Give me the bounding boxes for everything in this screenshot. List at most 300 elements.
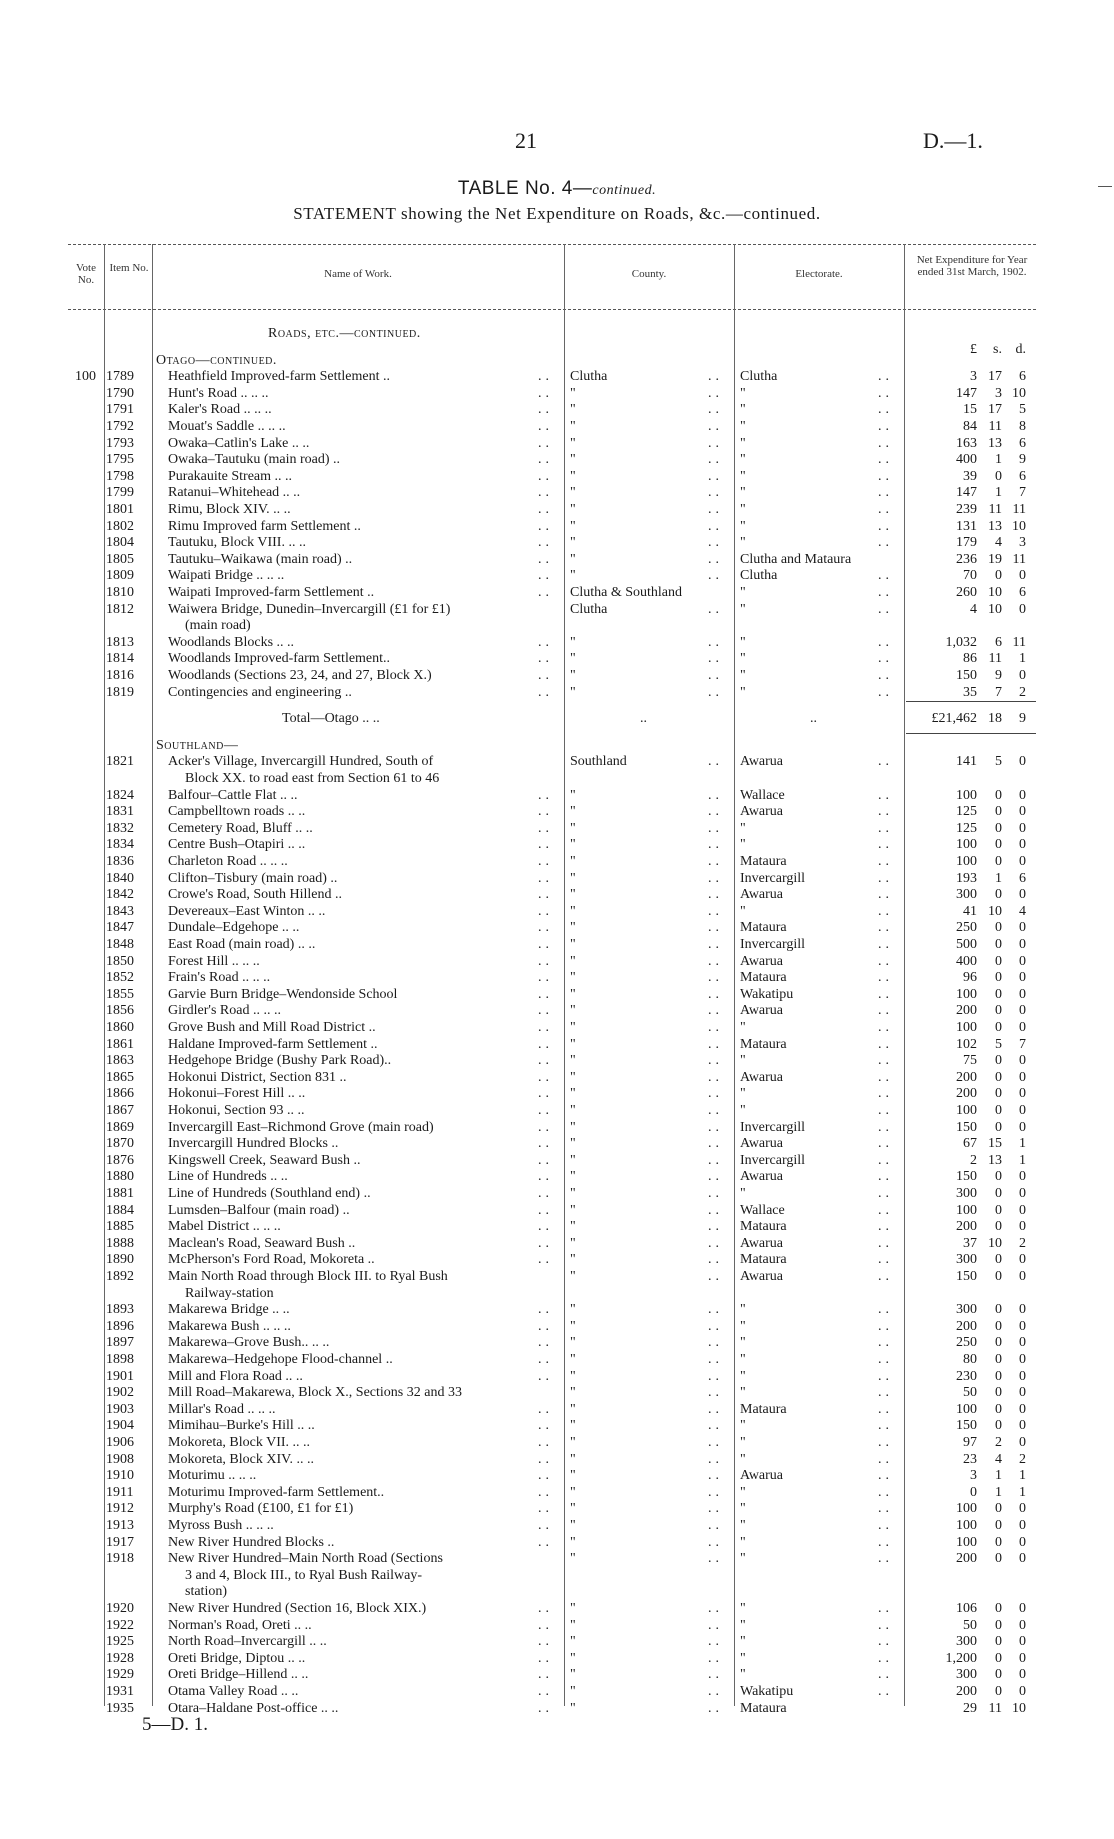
county-cell: ": [570, 485, 576, 500]
amount-shillings: 10: [988, 904, 1002, 919]
item-number: 1840: [106, 871, 134, 886]
table-row: [0, 568, 1114, 584]
county-leader-dots: ..: [708, 635, 723, 650]
table-row: [0, 1103, 1114, 1119]
name-leader-dots: ..: [538, 668, 553, 683]
amount-pence: 0: [1019, 1501, 1026, 1516]
table-row: [0, 954, 1114, 970]
electorate-cell: Awarua: [740, 1468, 784, 1483]
electorate-leader-dots: ..: [878, 651, 893, 666]
electorate-cell: ": [740, 1335, 746, 1350]
electorate-cell: ": [740, 452, 746, 467]
item-number: 1816: [106, 668, 134, 683]
table-row: [0, 1468, 1114, 1484]
electorate-cell: Awarua: [740, 1169, 784, 1184]
work-name: Moturimu .. .. ..: [168, 1468, 257, 1483]
work-name: Mimihau–Burke's Hill .. ..: [168, 1418, 315, 1433]
table-row: [0, 1302, 1114, 1318]
county-leader-dots: ..: [708, 1335, 723, 1350]
electorate-leader-dots: ..: [878, 485, 893, 500]
amount-shillings: 19: [988, 552, 1002, 567]
county-leader-dots: ..: [708, 1385, 723, 1400]
name-leader-dots: ..: [538, 1402, 553, 1417]
amount-pounds: 84: [963, 419, 977, 434]
electorate-leader-dots: ..: [878, 1086, 893, 1101]
county-leader-dots: ..: [708, 1402, 723, 1417]
amount-pence: 0: [1019, 1684, 1026, 1699]
work-name: Makarewa Bush .. .. ..: [168, 1319, 291, 1334]
county-cell: ": [570, 1302, 576, 1317]
name-leader-dots: ..: [538, 635, 553, 650]
amount-shillings: 0: [995, 1634, 1002, 1649]
county-leader-dots: ..: [708, 436, 723, 451]
amount-pence: 0: [1019, 1120, 1026, 1135]
table-row: [0, 1418, 1114, 1434]
work-name: Tautuku, Block VIII. .. ..: [168, 535, 306, 550]
electorate-leader-dots: ..: [878, 1352, 893, 1367]
electorate-leader-dots: ..: [878, 535, 893, 550]
item-number: 1801: [106, 502, 134, 517]
table-row: [0, 602, 1114, 618]
amount-pence: 0: [1019, 1535, 1026, 1550]
amount-pounds: 230: [956, 1369, 977, 1384]
county-leader-dots: ..: [708, 1518, 723, 1533]
electorate-cell: ": [740, 685, 746, 700]
table-row: [0, 585, 1114, 601]
county-cell: ": [570, 837, 576, 852]
county-cell: Clutha: [570, 369, 608, 384]
county-cell: Clutha: [570, 602, 608, 617]
electorate-cell: Wallace: [740, 788, 785, 803]
district-heading: Southland—: [156, 738, 239, 753]
name-leader-dots: ..: [538, 1053, 553, 1068]
table-row: [0, 1120, 1114, 1136]
table-row: [0, 535, 1114, 551]
electorate-cell: ": [740, 419, 746, 434]
electorate-leader-dots: ..: [878, 1020, 893, 1035]
electorate-cell: Invercargill: [740, 1153, 806, 1168]
work-name: Owaka–Catlin's Lake .. ..: [168, 436, 310, 451]
amount-pence: 0: [1019, 668, 1026, 683]
amount-pounds: 100: [956, 1518, 977, 1533]
table-row: [0, 1070, 1114, 1086]
work-name: Heathfield Improved-farm Settlement ..: [168, 369, 390, 384]
amount-pence: 3: [1019, 535, 1026, 550]
vote-number: 100: [75, 369, 96, 384]
item-number: 1821: [106, 754, 134, 769]
county-leader-dots: ..: [708, 452, 723, 467]
electorate-leader-dots: ..: [878, 436, 893, 451]
name-leader-dots: ..: [538, 1601, 553, 1616]
electorate-leader-dots: ..: [878, 937, 893, 952]
amount-shillings: 0: [995, 1269, 1002, 1284]
amount-pence: 0: [1019, 1601, 1026, 1616]
county-leader-dots: ..: [708, 369, 723, 384]
name-leader-dots: ..: [538, 485, 553, 500]
amount-shillings: 0: [995, 1551, 1002, 1566]
electorate-cell: ": [740, 436, 746, 451]
county-cell: ": [570, 1385, 576, 1400]
county-cell: ": [570, 1103, 576, 1118]
amount-pence: 0: [1019, 987, 1026, 1002]
amount-pence: 5: [1019, 402, 1026, 417]
amount-shillings: 0: [995, 954, 1002, 969]
work-name: Charleton Road .. .. ..: [168, 854, 288, 869]
amount-shillings: 4: [995, 1452, 1002, 1467]
amount-shillings: 2: [995, 1435, 1002, 1450]
county-cell: ": [570, 887, 576, 902]
electorate-cell: Awarua: [740, 1269, 784, 1284]
section-heading-row: [0, 353, 1114, 369]
county-leader-dots: ..: [708, 552, 723, 567]
county-cell: ": [570, 635, 576, 650]
county-leader-dots: ..: [708, 1418, 723, 1433]
electorate-cell: ": [740, 1020, 746, 1035]
amount-pounds: 200: [956, 1003, 977, 1018]
work-name: Hokonui–Forest Hill .. ..: [168, 1086, 306, 1101]
county-cell: ": [570, 1402, 576, 1417]
item-number: 1860: [106, 1020, 134, 1035]
county-cell: Clutha & Southland: [570, 585, 682, 600]
work-name: Dundale–Edgehope .. ..: [168, 920, 300, 935]
electorate-leader-dots: ..: [878, 1120, 893, 1135]
amount-pounds: 200: [956, 1219, 977, 1234]
amount-pence: 0: [1019, 954, 1026, 969]
county-cell: ": [570, 937, 576, 952]
name-leader-dots: ..: [538, 502, 553, 517]
county-cell: ": [570, 1186, 576, 1201]
table-row: [0, 1037, 1114, 1053]
county-cell: ": [570, 1701, 576, 1716]
work-name: Balfour–Cattle Flat .. ..: [168, 788, 298, 803]
work-name: Murphy's Road (£100, £1 for £1): [168, 1501, 354, 1516]
county-leader-dots: ..: [708, 1020, 723, 1035]
electorate-cell: Mataura: [740, 970, 787, 985]
amount-pence: 6: [1019, 469, 1026, 484]
table-row: [0, 1003, 1114, 1019]
work-name: Mokoreta, Block XIV. .. ..: [168, 1452, 314, 1467]
total-label: Total—Otago .. ..: [282, 711, 380, 726]
county-leader-dots: ..: [708, 1485, 723, 1500]
amount-pounds: 100: [956, 1402, 977, 1417]
county-leader-dots: ..: [708, 788, 723, 803]
pence-symbol: d.: [1015, 342, 1026, 357]
electorate-leader-dots: ..: [878, 1219, 893, 1234]
name-leader-dots: ..: [538, 871, 553, 886]
amount-pence: 2: [1019, 685, 1026, 700]
name-leader-dots: ..: [538, 1169, 553, 1184]
amount-pence: 0: [1019, 937, 1026, 952]
county-cell: ": [570, 1684, 576, 1699]
amount-pence: 0: [1019, 1518, 1026, 1533]
electorate-leader-dots: ..: [878, 1335, 893, 1350]
item-number: 1856: [106, 1003, 134, 1018]
county-cell: ": [570, 1352, 576, 1367]
name-leader-dots: ..: [538, 402, 553, 417]
amount-pounds: 150: [956, 668, 977, 683]
county-cell: ": [570, 904, 576, 919]
amount-pounds: 150: [956, 1169, 977, 1184]
table-row: [0, 469, 1114, 485]
county-cell: ": [570, 1634, 576, 1649]
table-row: [0, 651, 1114, 667]
amount-pounds: 100: [956, 1501, 977, 1516]
table-title-text: TABLE No. 4—: [457, 178, 593, 199]
work-name: Oreti Bridge–Hillend .. ..: [168, 1667, 309, 1682]
amount-shillings: 17: [988, 369, 1002, 384]
electorate-cell: Wakatipu: [740, 987, 794, 1002]
name-leader-dots: ..: [538, 651, 553, 666]
amount-pounds: 400: [956, 954, 977, 969]
amount-shillings: 1: [995, 871, 1002, 886]
electorate-leader-dots: ..: [878, 904, 893, 919]
amount-shillings: 0: [995, 821, 1002, 836]
county-cell: ": [570, 668, 576, 683]
county-cell: ": [570, 1003, 576, 1018]
amount-shillings: 0: [995, 1252, 1002, 1267]
county-leader-dots: ..: [708, 1302, 723, 1317]
work-name: Makarewa–Grove Bush.. .. ..: [168, 1335, 330, 1350]
amount-pounds: 147: [956, 485, 977, 500]
electorate-leader-dots: ..: [878, 1252, 893, 1267]
name-leader-dots: ..: [538, 1535, 553, 1550]
amount-pounds: 150: [956, 1269, 977, 1284]
work-name: Makarewa–Hedgehope Flood-channel ..: [168, 1352, 393, 1367]
item-number: 1918: [106, 1551, 134, 1566]
table-row: [0, 821, 1114, 837]
electorate-cell: Wakatipu: [740, 1684, 794, 1699]
amount-pence: 7: [1019, 485, 1026, 500]
amount-shillings: 5: [995, 1037, 1002, 1052]
amount-pounds: 3: [970, 369, 977, 384]
amount-pounds: 141: [956, 754, 977, 769]
work-name: Invercargill Hundred Blocks ..: [168, 1136, 339, 1151]
table-row: [0, 436, 1114, 452]
district-heading: Otago—continued.: [156, 353, 277, 368]
name-leader-dots: ..: [538, 1070, 553, 1085]
amount-pounds: 35: [963, 685, 977, 700]
county-leader-dots: ..: [708, 754, 723, 769]
county-cell: ": [570, 502, 576, 517]
county-leader-dots: ..: [708, 602, 723, 617]
county-cell: ": [570, 970, 576, 985]
electorate-cell: ": [740, 1452, 746, 1467]
item-number: 1809: [106, 568, 134, 583]
county-leader-dots: ..: [708, 1369, 723, 1384]
amount-pounds: 41: [963, 904, 977, 919]
item-number: 1791: [106, 402, 134, 417]
county-leader-dots: ..: [708, 1435, 723, 1450]
total-pounds: £21,462: [931, 711, 977, 726]
county-cell: ": [570, 568, 576, 583]
work-name: Line of Hundreds (Southland end) ..: [168, 1186, 371, 1201]
name-leader-dots: ..: [538, 1452, 553, 1467]
name-leader-dots: ..: [538, 552, 553, 567]
work-name: Rimu Improved farm Settlement ..: [168, 519, 361, 534]
electorate-leader-dots: ..: [878, 685, 893, 700]
amount-shillings: 13: [988, 519, 1002, 534]
table-row: [0, 1269, 1114, 1285]
electorate-leader-dots: ..: [878, 602, 893, 617]
electorate-cell: ": [740, 1053, 746, 1068]
table-row: [0, 519, 1114, 535]
amount-pence: 1: [1019, 1136, 1026, 1151]
name-leader-dots: ..: [538, 920, 553, 935]
table-row: [0, 854, 1114, 870]
pounds-symbol: £: [970, 342, 977, 357]
electorate-cell: ": [740, 1385, 746, 1400]
item-number: 1792: [106, 419, 134, 434]
electorate-leader-dots: ..: [878, 1468, 893, 1483]
section-heading-row: [0, 326, 1114, 342]
amount-shillings: 0: [995, 1535, 1002, 1550]
county-cell: ": [570, 1203, 576, 1218]
amount-pounds: 1,032: [945, 635, 977, 650]
table-row: [0, 1203, 1114, 1219]
electorate-cell: ": [740, 1319, 746, 1334]
electorate-cell: Awarua: [740, 1236, 784, 1251]
amount-shillings: 17: [988, 402, 1002, 417]
name-leader-dots: ..: [538, 1369, 553, 1384]
item-number: 1876: [106, 1153, 134, 1168]
table-row: [0, 1319, 1114, 1335]
amount-shillings: 0: [995, 1169, 1002, 1184]
electorate-leader-dots: ..: [878, 502, 893, 517]
work-name: Moturimu Improved-farm Settlement..: [168, 1485, 385, 1500]
name-leader-dots: ..: [538, 1037, 553, 1052]
electorate-cell: Mataura: [740, 854, 787, 869]
county-leader-dots: ..: [708, 904, 723, 919]
amount-shillings: 0: [995, 568, 1002, 583]
amount-shillings: 11: [988, 419, 1002, 434]
amount-pounds: 179: [956, 535, 977, 550]
amount-shillings: 0: [995, 1651, 1002, 1666]
electorate-leader-dots: ..: [878, 1203, 893, 1218]
county-cell: ": [570, 1618, 576, 1633]
amount-shillings: 0: [995, 1203, 1002, 1218]
table-row: [0, 1335, 1114, 1351]
work-name: Haldane Improved-farm Settlement ..: [168, 1037, 378, 1052]
county-leader-dots: ..: [708, 1535, 723, 1550]
item-number: 1847: [106, 920, 134, 935]
name-leader-dots: ..: [538, 1684, 553, 1699]
name-leader-dots: ..: [538, 1219, 553, 1234]
table-row: [0, 1169, 1114, 1185]
county-leader-dots: ..: [708, 1053, 723, 1068]
work-name-continued: 3 and 4, Block III., to Ryal Bush Railway-: [185, 1568, 423, 1583]
amount-shillings: 0: [995, 1335, 1002, 1350]
work-name: Acker's Village, Invercargill Hundred, South of: [168, 754, 434, 769]
county-leader-dots: ..: [708, 1667, 723, 1682]
electorate-leader-dots: ..: [878, 1452, 893, 1467]
electorate-leader-dots: ..: [878, 1667, 893, 1682]
amount-pence: 0: [1019, 1186, 1026, 1201]
amount-shillings: 7: [995, 685, 1002, 700]
name-leader-dots: ..: [538, 685, 553, 700]
amount-shillings: 10: [988, 602, 1002, 617]
work-name: Devereaux–East Winton .. ..: [168, 904, 326, 919]
item-number: 1795: [106, 452, 134, 467]
electorate-cell: Awarua: [740, 887, 784, 902]
name-leader-dots: ..: [538, 804, 553, 819]
county-leader-dots: ..: [708, 854, 723, 869]
county-cell: ": [570, 1086, 576, 1101]
electorate-leader-dots: ..: [878, 1518, 893, 1533]
table-row: [0, 1020, 1114, 1036]
amount-shillings: 0: [995, 1385, 1002, 1400]
county-cell: ": [570, 788, 576, 803]
amount-pounds: 163: [956, 436, 977, 451]
county-leader-dots: ..: [708, 386, 723, 401]
electorate-leader-dots: ..: [878, 821, 893, 836]
work-name: Kaler's Road .. .. ..: [168, 402, 272, 417]
table-row: [0, 920, 1114, 936]
amount-shillings: 1: [995, 452, 1002, 467]
county-cell: ": [570, 1452, 576, 1467]
table-row: [0, 837, 1114, 853]
table-row: [0, 1435, 1114, 1451]
footer-reference: 5—D. 1.: [142, 1714, 208, 1735]
name-leader-dots: ..: [538, 1236, 553, 1251]
item-number: 1903: [106, 1402, 134, 1417]
county-cell: ": [570, 1053, 576, 1068]
table-row: [0, 1601, 1114, 1617]
amount-shillings: 0: [995, 1020, 1002, 1035]
total-electorate-leader: ..: [810, 711, 817, 726]
county-leader-dots: ..: [708, 1701, 723, 1716]
item-number: 1888: [106, 1236, 134, 1251]
work-name: Line of Hundreds .. ..: [168, 1169, 288, 1184]
name-leader-dots: ..: [538, 568, 553, 583]
page-number: 21: [515, 128, 537, 153]
amount-pence: 7: [1019, 1037, 1026, 1052]
amount-pounds: 150: [956, 1120, 977, 1135]
table-row: [0, 1153, 1114, 1169]
electorate-leader-dots: ..: [878, 402, 893, 417]
continuation-row: [0, 1584, 1114, 1600]
county-leader-dots: ..: [708, 1352, 723, 1367]
amount-pounds: 23: [963, 1452, 977, 1467]
table-row: [0, 1369, 1114, 1385]
amount-pence: 2: [1019, 1236, 1026, 1251]
item-number: 1892: [106, 1269, 134, 1284]
item-number: 1805: [106, 552, 134, 567]
item-number: 1798: [106, 469, 134, 484]
electorate-cell: Invercargill: [740, 871, 806, 886]
amount-shillings: 0: [995, 1352, 1002, 1367]
county-leader-dots: ..: [708, 668, 723, 683]
county-cell: ": [570, 871, 576, 886]
name-leader-dots: ..: [538, 1003, 553, 1018]
item-number: 1832: [106, 821, 134, 836]
name-leader-dots: ..: [538, 937, 553, 952]
work-name-continued: (main road): [185, 618, 251, 633]
electorate-leader-dots: ..: [878, 469, 893, 484]
work-name-continued: Railway-station: [185, 1286, 274, 1301]
table-row: [0, 1086, 1114, 1102]
county-leader-dots: ..: [708, 1634, 723, 1649]
electorate-cell: Awarua: [740, 804, 784, 819]
county-cell: ": [570, 535, 576, 550]
work-name: Hunt's Road .. .. ..: [168, 386, 269, 401]
name-leader-dots: ..: [538, 1667, 553, 1682]
amount-pence: 0: [1019, 1667, 1026, 1682]
electorate-cell: ": [740, 1667, 746, 1682]
electorate-leader-dots: ..: [878, 954, 893, 969]
name-leader-dots: ..: [538, 1634, 553, 1649]
item-number: 1908: [106, 1452, 134, 1467]
amount-pence: 10: [1012, 1701, 1026, 1716]
